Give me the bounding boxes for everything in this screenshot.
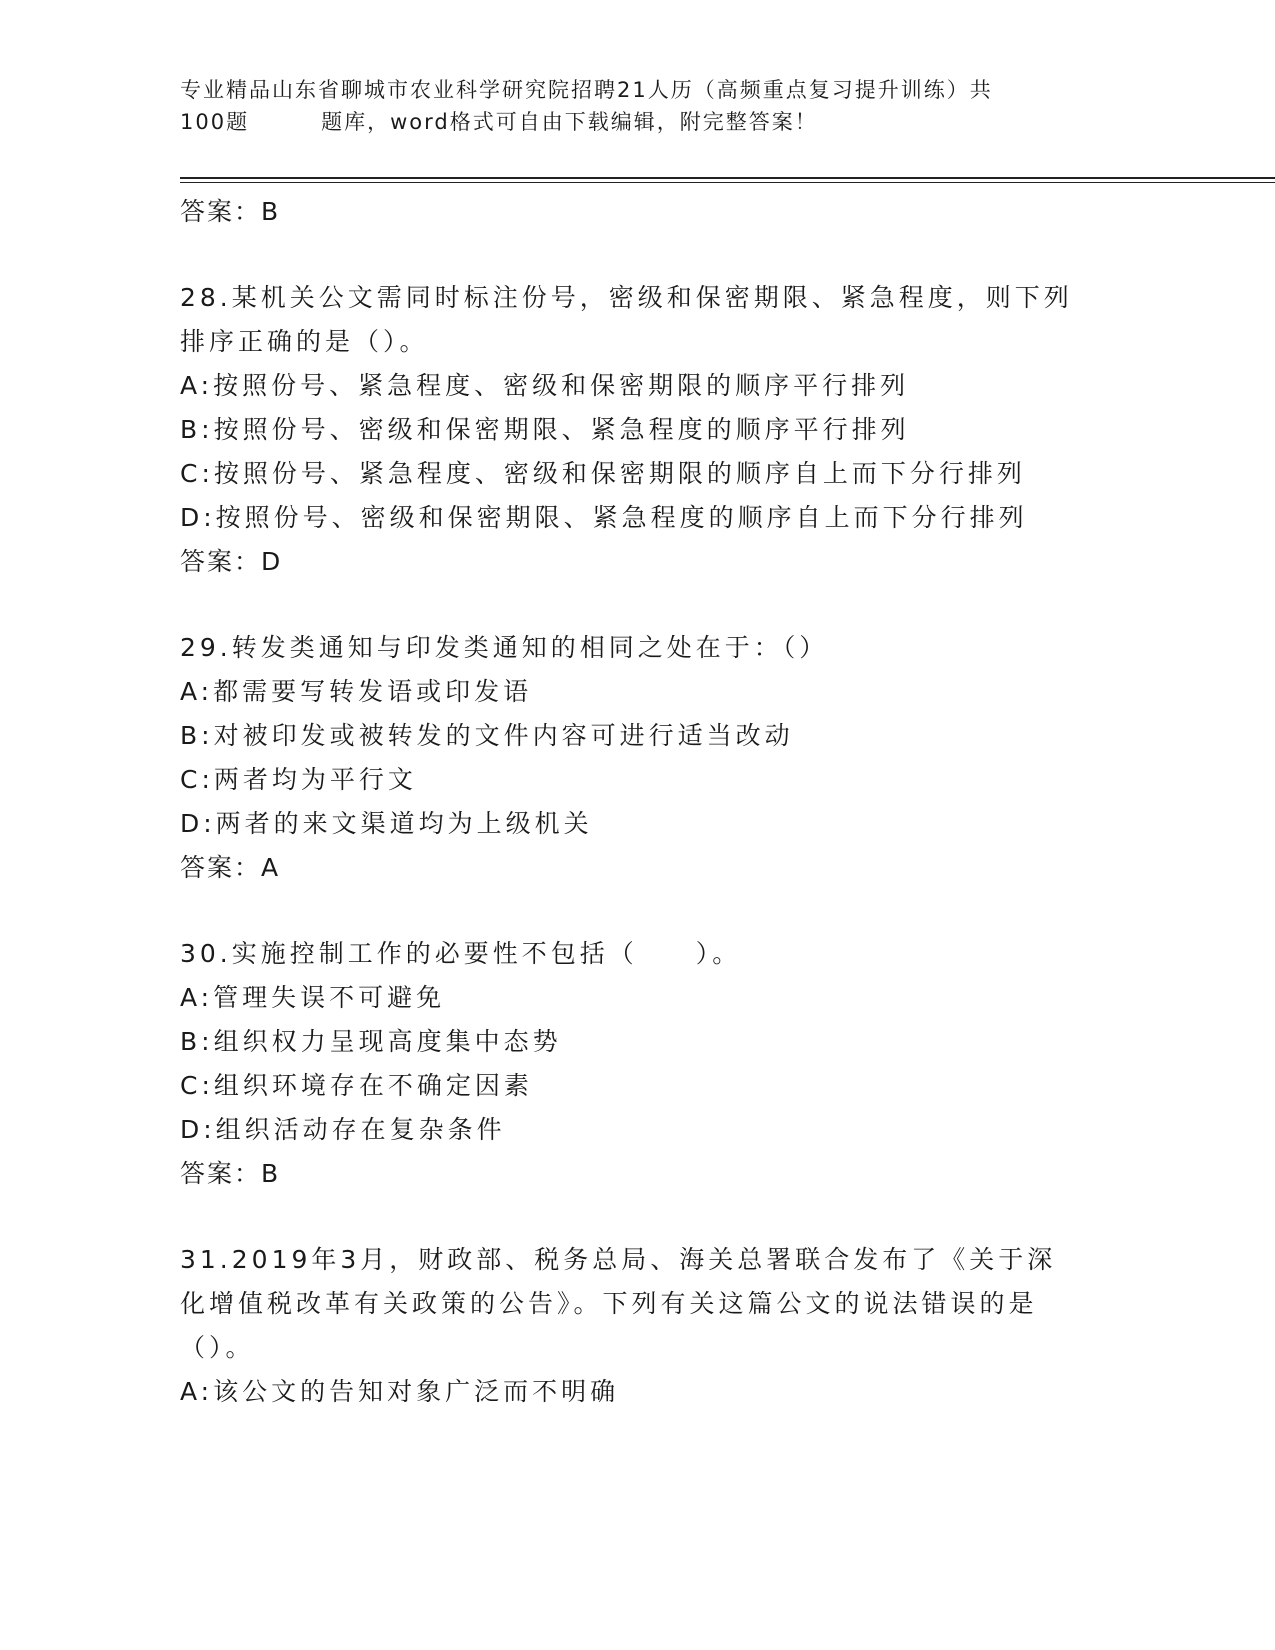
option-b: B:按照份号、密级和保密期限、紧急程度的顺序平行排列 xyxy=(180,415,910,444)
option-c: C:组织环境存在不确定因素 xyxy=(180,1071,533,1100)
option-d: D:组织活动存在复杂条件 xyxy=(180,1115,506,1144)
header-subtitle: 题库，word格式可自由下载编辑，附完整答案！ xyxy=(321,110,818,134)
question-text: 30.实施控制工作的必要性不包括（ ）。 xyxy=(180,939,742,968)
option-d: D:按照份号、密级和保密期限、紧急程度的顺序自上而下分行排列 xyxy=(180,503,1028,532)
question-text: 28.某机关公文需同时标注份号，密级和保密期限、紧急程度，则下列排序正确的是（）。 xyxy=(180,283,1073,356)
option-d: D:两者的来文渠道均为上级机关 xyxy=(180,809,593,838)
question-text: 29.转发类通知与印发类通知的相同之处在于：（） xyxy=(180,633,829,662)
header-count: 100题 xyxy=(180,110,250,134)
question-text: 31.2019年3月，财政部、税务总局、海关总署联合发布了《关于深化增值税改革有关政策的公告》。下列有关这篇公文的说法错误的是（）。 xyxy=(180,1245,1057,1362)
option-a: A:按照份号、紧急程度、密级和保密期限的顺序平行排列 xyxy=(180,371,910,400)
header-title-line2 xyxy=(180,106,1100,138)
previous-answer: 答案：B xyxy=(180,197,281,226)
question-30 xyxy=(180,932,1080,1196)
option-a: A:都需要写转发语或印发语 xyxy=(180,677,533,706)
option-a: A:该公文的告知对象广泛而不明确 xyxy=(180,1377,620,1406)
document-header xyxy=(180,74,1100,138)
option-a: A:管理失误不可避免 xyxy=(180,983,446,1012)
option-b: B:组织权力呈现高度集中态势 xyxy=(180,1027,562,1056)
question-29 xyxy=(180,626,1080,890)
answer: 答案：B xyxy=(180,1159,281,1188)
header-rule-thin xyxy=(180,182,1275,183)
answer: 答案：D xyxy=(180,547,283,576)
question-28 xyxy=(180,276,1080,584)
option-c: C:两者均为平行文 xyxy=(180,765,417,794)
header-rule-thick xyxy=(180,177,1275,179)
question-31 xyxy=(180,1238,1080,1414)
question-list xyxy=(180,190,1080,1414)
answer: 答案：A xyxy=(180,853,281,882)
option-c: C:按照份号、紧急程度、密级和保密期限的顺序自上而下分行排列 xyxy=(180,459,1026,488)
header-title-line1: 专业精品山东省聊城市农业科学研究院招聘21人历（高频重点复习提升训练）共 xyxy=(180,78,993,102)
option-b: B:对被印发或被转发的文件内容可进行适当改动 xyxy=(180,721,794,750)
